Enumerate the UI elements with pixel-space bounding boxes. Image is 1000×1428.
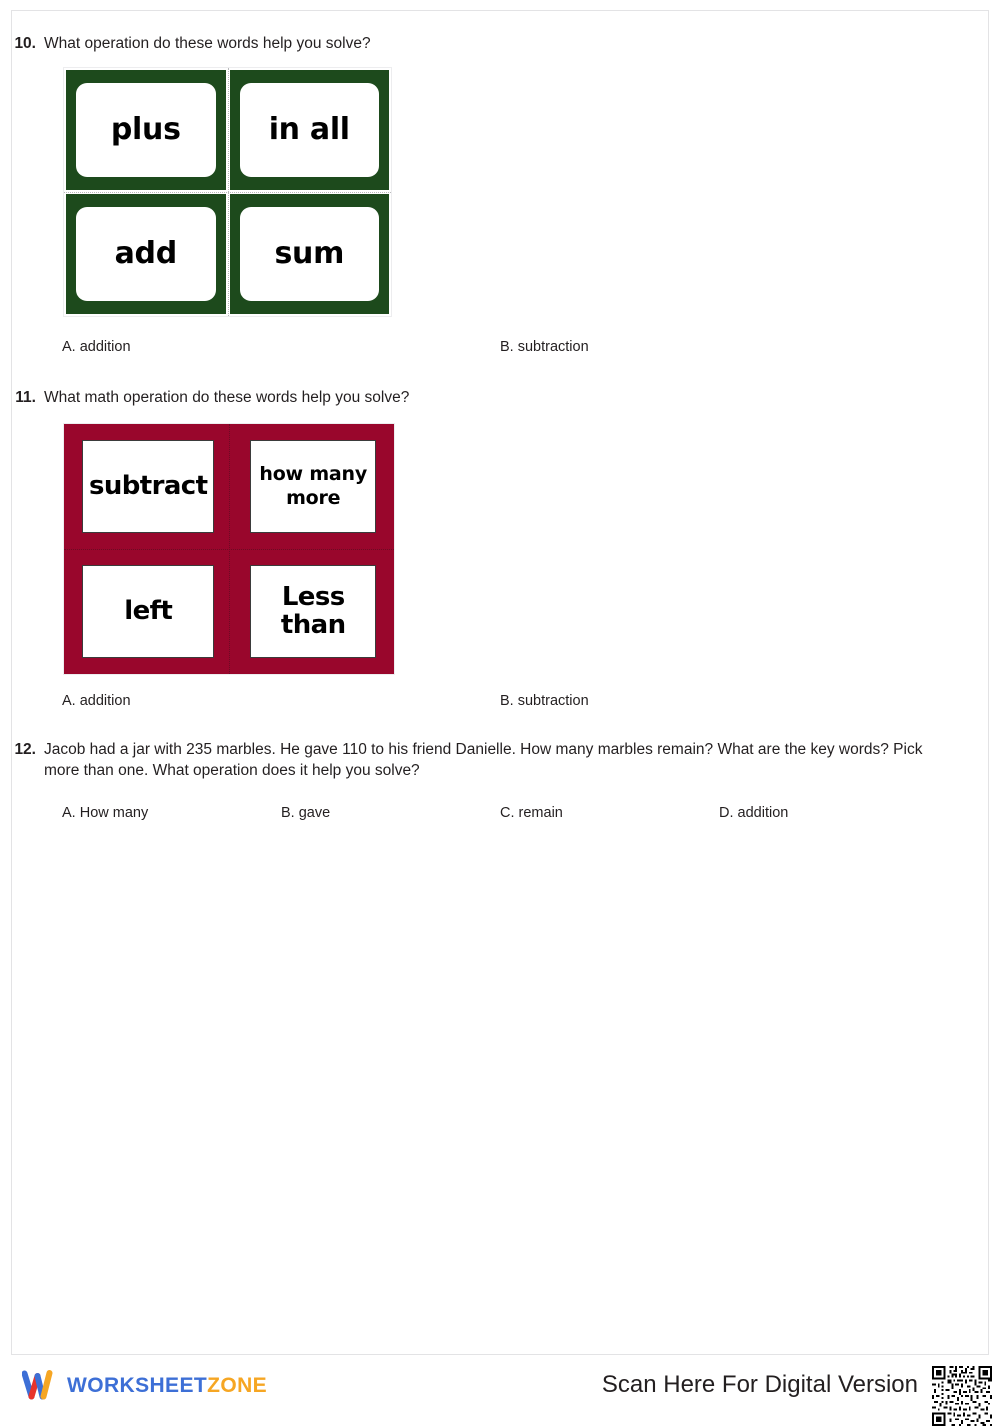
word-card-label: left [124,595,173,626]
word-card-cell [64,549,232,674]
word-card-sum [230,194,390,314]
word-card-cell [64,424,232,549]
word-card-how-many-more [250,440,376,533]
option-10-b[interactable]: B. subtraction [500,339,589,355]
question-12-text: Jacob had a jar with 235 marbles. He gave 110 to his friend Danielle. How many marbles remain? What are the key words? Pick more than one. What operation does it help you solve? [44,741,923,779]
worksheet-zone-logo-text [67,1375,267,1396]
word-card-plus [66,70,226,190]
option-10-a[interactable]: A. addition [62,339,131,355]
word-card-label: subtract [89,470,208,501]
word-card-cell [232,424,394,549]
word-card-label: how many more [259,462,368,509]
worksheet-zone-logo[interactable] [22,1363,267,1407]
worksheet-content [12,11,990,1356]
word-card-label: sum [274,236,345,271]
word-cards-grid-subtraction [64,424,394,674]
question-10-number: 10. [14,35,36,52]
logo-word-zone: ZONE [207,1373,268,1397]
question-11 [12,387,972,408]
worksheet-content-frame [11,10,989,1355]
word-card-left [82,565,214,658]
question-11-options [62,691,962,711]
word-card-label: plus [110,112,181,147]
page-footer [0,1362,1000,1414]
question-10-options [62,337,962,357]
option-11-a[interactable]: A. addition [62,693,131,709]
word-card-add [66,194,226,314]
question-10 [12,33,972,54]
word-card-label: in all [268,112,350,147]
question-12-options [62,803,962,823]
question-10-text: What operation do these words help you solve? [44,35,371,52]
word-card-cell [64,192,228,316]
question-12-number: 12. [14,741,36,758]
word-card-in-all [230,70,390,190]
logo-word-worksheet: WORKSHEET [67,1373,208,1397]
worksheet-zone-logo-mark-icon [22,1368,58,1402]
word-card-cell [228,192,392,316]
word-card-cell [228,68,392,192]
option-12-d[interactable]: D. addition [719,805,789,821]
word-card-inner [240,207,380,301]
word-card-cell [232,549,394,674]
option-11-b[interactable]: B. subtraction [500,693,589,709]
word-card-less-than [250,565,376,658]
question-11-number: 11. [15,389,36,406]
word-card-subtract [82,440,214,533]
word-card-inner [76,83,216,177]
word-card-label: add [114,236,177,271]
word-cards-image-subtraction [63,423,395,675]
word-card-label: Less than [280,582,346,640]
option-12-a[interactable]: A. How many [62,805,149,821]
scan-here-text: Scan Here For Digital Version [601,1371,918,1398]
word-card-inner [240,83,380,177]
word-card-cell [64,68,228,192]
word-cards-grid-addition [64,68,391,316]
option-12-b[interactable]: B. gave [281,805,331,821]
qr-code-icon[interactable] [930,1364,994,1428]
question-11-text: What math operation do these words help you solve? [44,389,410,406]
option-12-c[interactable]: C. remain [500,805,563,821]
question-12 [12,739,972,781]
word-card-inner [76,207,216,301]
word-cards-image-addition [63,67,392,317]
